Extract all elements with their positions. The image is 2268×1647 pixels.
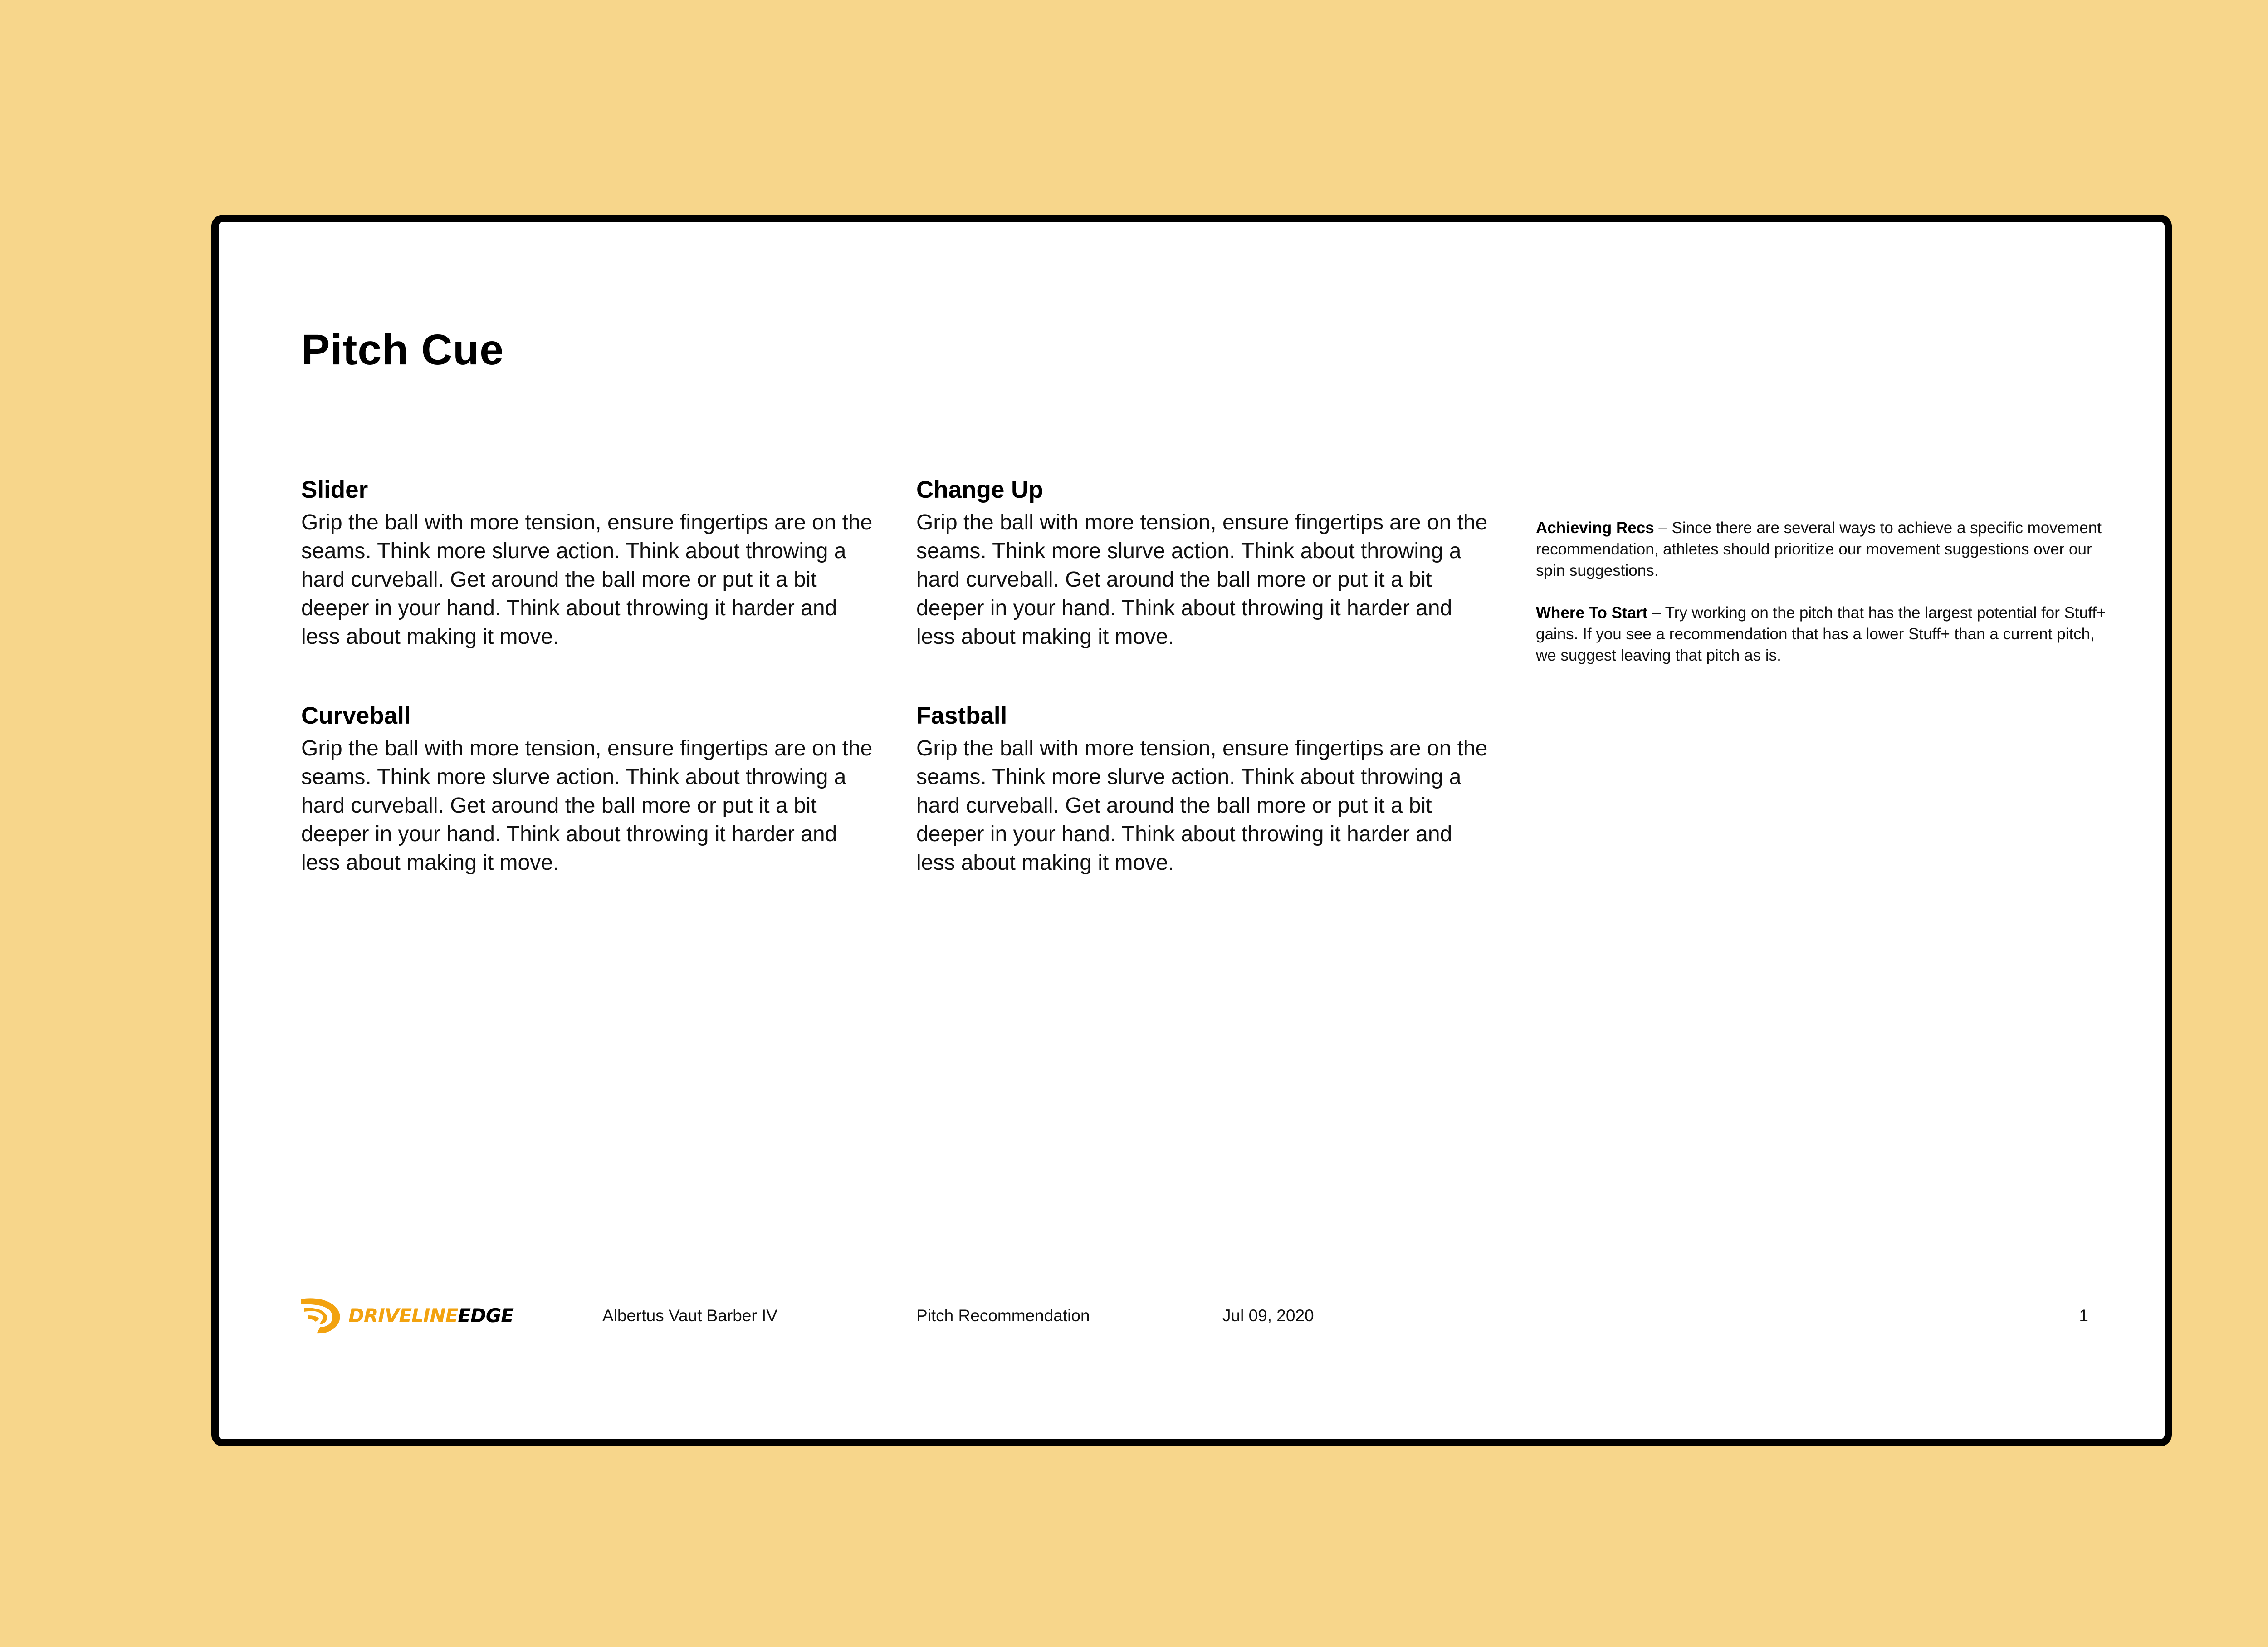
note-label: Achieving Recs bbox=[1536, 519, 1654, 537]
cue-title: Change Up bbox=[916, 476, 1043, 503]
page-number: 1 bbox=[2079, 1306, 2088, 1325]
cue-slider bbox=[301, 476, 873, 651]
footer-athlete-name: Albertus Vaut Barber IV bbox=[602, 1306, 777, 1325]
report-page bbox=[211, 215, 2172, 1446]
logo-wordmark bbox=[348, 1304, 513, 1327]
cue-title: Slider bbox=[301, 476, 368, 503]
note-where-to-start bbox=[1536, 602, 2112, 666]
driveline-logo-icon bbox=[299, 1294, 345, 1336]
footer-document-title: Pitch Recommendation bbox=[916, 1306, 1090, 1325]
cue-text: Grip the ball with more tension, ensure fingertips are on the seams. Think more slurve action. Think about throwing a hard curveball. Get around the ball more or put it a bit deeper in your hand. Think about throwing it harder and less about making it move. bbox=[916, 510, 1488, 649]
driveline-logo bbox=[299, 1293, 513, 1338]
page-footer bbox=[219, 1293, 2165, 1338]
note-achieving-recs bbox=[1536, 517, 2112, 581]
footer-date: Jul 09, 2020 bbox=[1222, 1306, 1314, 1325]
cue-text: Grip the ball with more tension, ensure fingertips are on the seams. Think more slurve action. Think about throwing a hard curveball. Get around the ball more or put it a bit deeper in your hand. Think about throwing it harder and less about making it move. bbox=[916, 736, 1488, 875]
note-text: – Try working on the pitch that has the largest potential for Stuff+ gains. If you see a recommendation that has a lower Stuff+ than a current pitch, we suggest leaving that pitch as is. bbox=[1536, 604, 2106, 664]
cue-text: Grip the ball with more tension, ensure fingertips are on the seams. Think more slurve action. Think about throwing a hard curveball. Get around the ball more or put it a bit deeper in your hand. Think about throwing it harder and less about making it move. bbox=[301, 510, 873, 649]
cue-title: Fastball bbox=[916, 702, 1007, 729]
cue-title: Curveball bbox=[301, 702, 411, 729]
cue-fastball bbox=[916, 702, 1488, 877]
cue-text: Grip the ball with more tension, ensure fingertips are on the seams. Think more slurve action. Think about throwing a hard curveball. Get around the ball more or put it a bit deeper in your hand. Think about throwing it harder and less about making it move. bbox=[301, 736, 873, 875]
note-text: – Since there are several ways to achieve a specific movement recommendation, athletes should prioritize our movement suggestions over our spin suggestions. bbox=[1536, 519, 2102, 579]
cue-change-up bbox=[916, 476, 1488, 651]
notes-panel bbox=[1536, 517, 2112, 687]
page-title: Pitch Cue bbox=[301, 326, 504, 374]
logo-wordmark-part: EDGE bbox=[458, 1304, 513, 1327]
logo-wordmark-part: DRIVELINE bbox=[348, 1304, 458, 1327]
cue-curveball bbox=[301, 702, 873, 877]
note-label: Where To Start bbox=[1536, 604, 1648, 622]
